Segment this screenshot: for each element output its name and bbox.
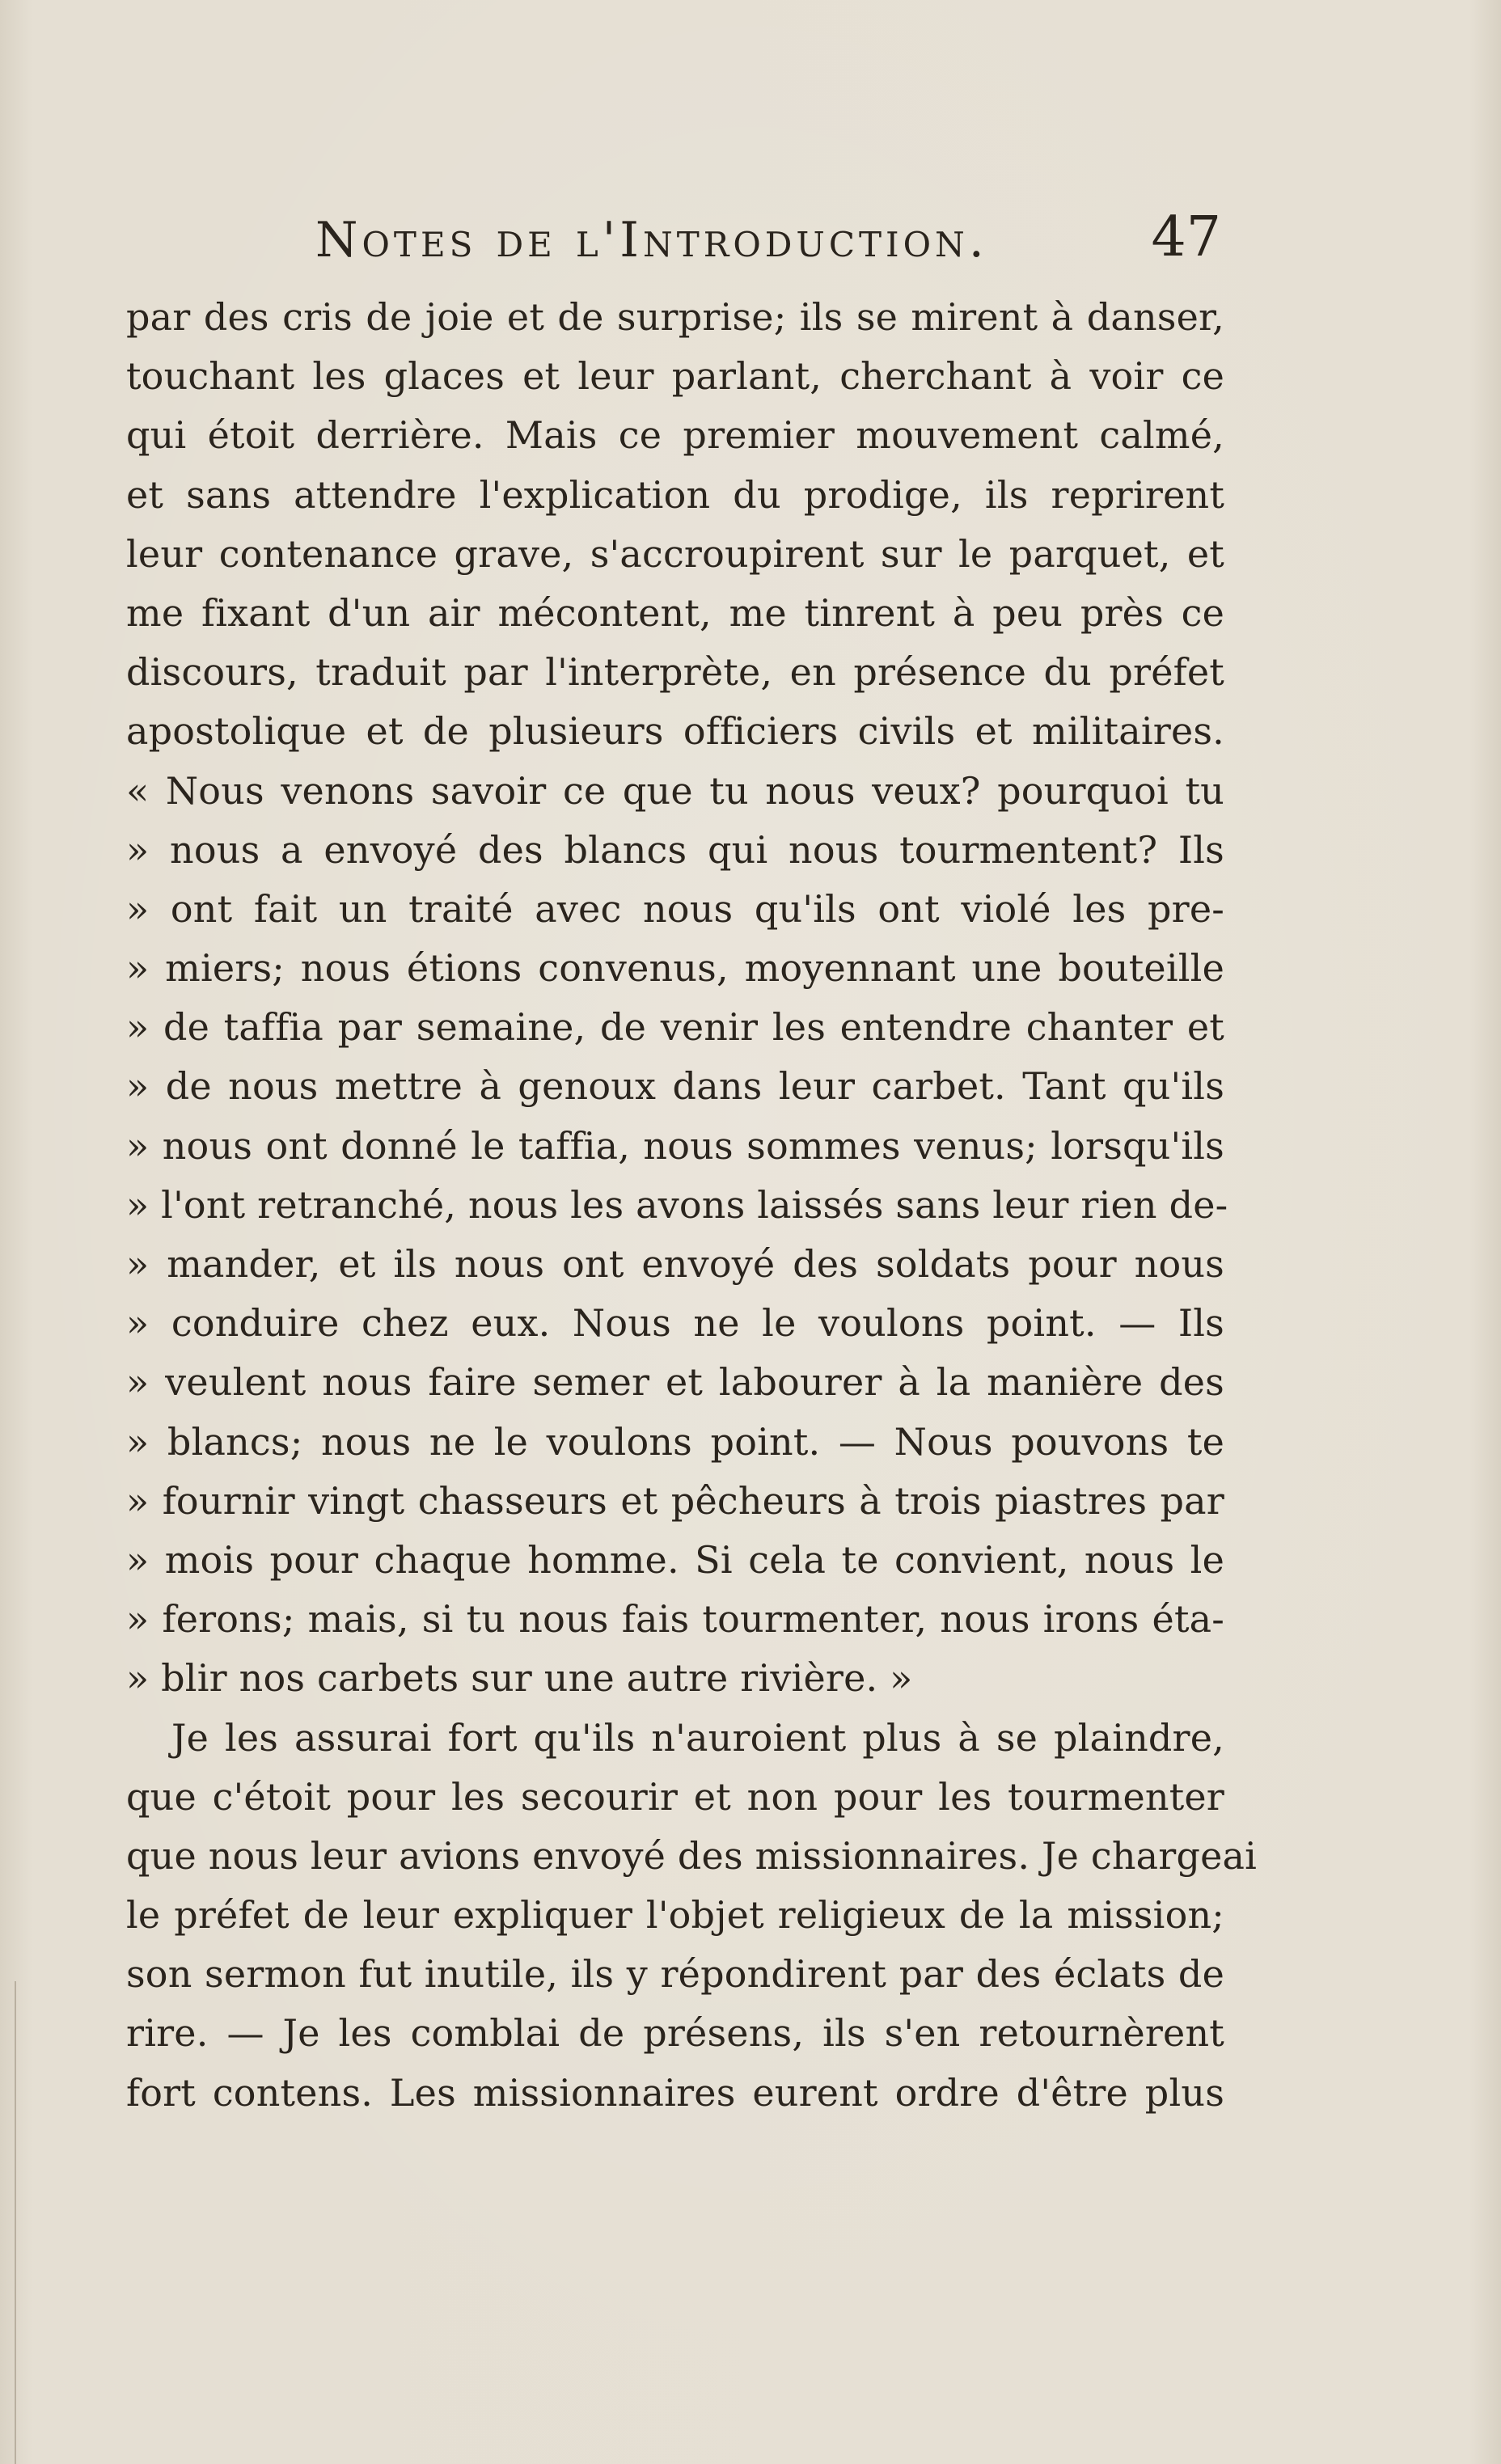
text-line: et sans attendre l'explication du prodige, ils reprirent [126, 472, 1224, 517]
text-line: » de taffia par semaine, de venir les entendre chanter et [126, 1005, 1224, 1050]
text-line: touchant les glaces et leur parlant, cherchant à voir ce [126, 354, 1224, 399]
text-line: fort contens. Les missionnaires eurent ordre d'être plus [126, 2070, 1224, 2115]
text-line: que nous leur avions envoyé des missionnaires. Je chargeai [126, 1833, 1258, 1878]
text-line: le préfet de leur expliquer l'objet religieux de la mission; [126, 1893, 1224, 1938]
text-line: « Nous venons savoir ce que tu nous veux? pourquoi tu [126, 768, 1224, 813]
text-line: » conduire chez eux. Nous ne le voulons point. — Ils [126, 1301, 1224, 1346]
text-line: par des cris de joie et de surprise; ils se mirent à danser, [126, 295, 1224, 339]
text-line: » fournir vingt chasseurs et pêcheurs à trois piastres par [126, 1478, 1224, 1523]
text-line: » blir nos carbets sur une autre rivière. » [126, 1656, 913, 1701]
text-line: leur contenance grave, s'accroupirent sur le parquet, et [126, 531, 1224, 576]
running-title: Notes de l'Introduction. [315, 212, 988, 268]
text-line: me fixant d'un air mécontent, me tinrent à peu près ce [126, 590, 1224, 635]
body-text [126, 288, 1258, 2123]
page-number: 47 [1151, 205, 1221, 269]
page-edge-line [15, 1981, 16, 2464]
text-line: » miers; nous étions convenus, moyennant une bouteille [126, 946, 1224, 991]
text-line: apostolique et de plusieurs officiers civils et militaires. [126, 709, 1224, 754]
text-line: rire. — Je les comblai de présens, ils s'en retournèrent [126, 2011, 1224, 2056]
page-header [315, 205, 1221, 277]
text-line: » mois pour chaque homme. Si cela te convient, nous le [126, 1537, 1224, 1582]
text-line: » nous ont donné le taffia, nous sommes venus; lorsqu'ils [126, 1123, 1224, 1168]
text-line: » de nous mettre à genoux dans leur carbet. Tant qu'ils [126, 1064, 1224, 1109]
text-line: » ont fait un traité avec nous qu'ils ont violé les pre- [126, 886, 1224, 931]
text-line: Je les assurai fort qu'ils n'auroient plus à se plaindre, [171, 1715, 1224, 1760]
text-line: son sermon fut inutile, ils y répondirent par des éclats de [126, 1952, 1224, 1997]
text-line: qui étoit derrière. Mais ce premier mouvement calmé, [126, 413, 1224, 458]
text-line: discours, traduit par l'interprète, en présence du préfet [126, 650, 1224, 695]
text-line: que c'étoit pour les secourir et non pour les tourmenter [126, 1774, 1224, 1819]
text-line: » ferons; mais, si tu nous fais tourmenter, nous irons éta- [126, 1597, 1224, 1642]
text-line: » blancs; nous ne le voulons point. — Nous pouvons te [126, 1419, 1224, 1464]
text-line: » mander, et ils nous ont envoyé des soldats pour nous [126, 1242, 1224, 1286]
text-line: » l'ont retranché, nous les avons laissés sans leur rien de- [126, 1182, 1228, 1227]
text-line: » veulent nous faire semer et labourer à la manière des [126, 1360, 1224, 1405]
text-line: » nous a envoyé des blancs qui nous tourmentent? Ils [126, 827, 1224, 872]
